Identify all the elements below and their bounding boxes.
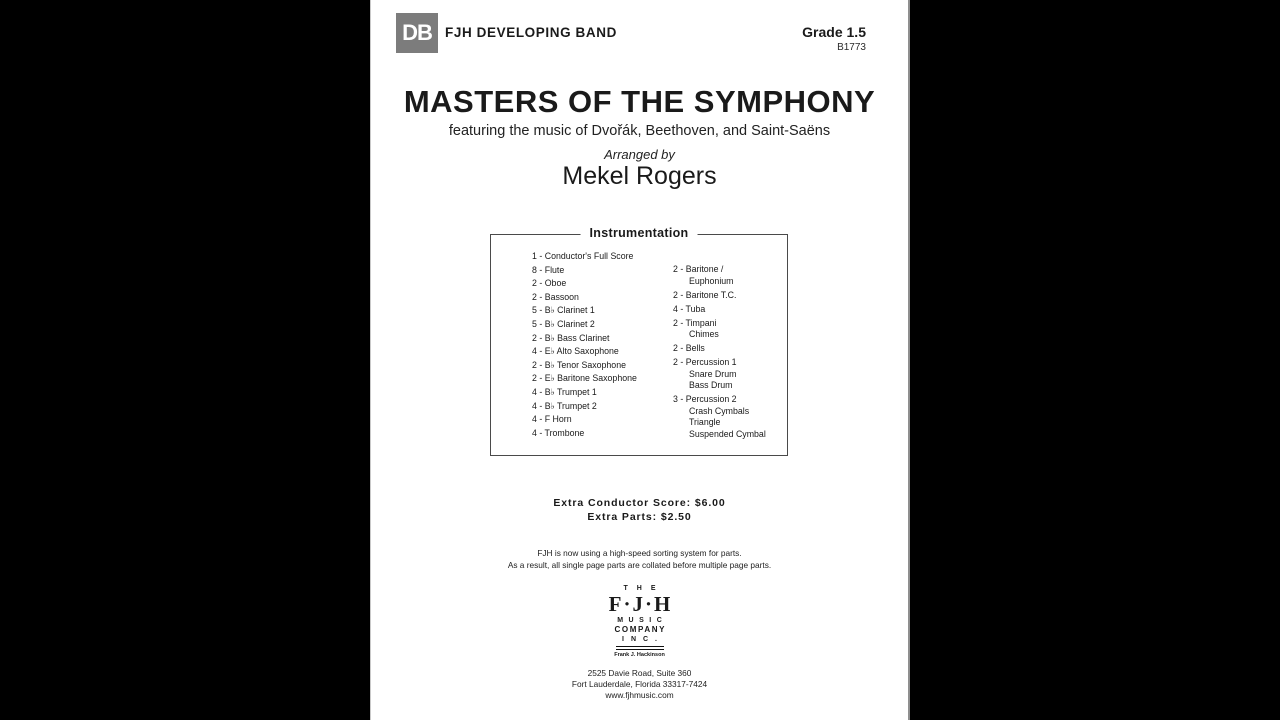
instrument-line: 2 - Oboe bbox=[532, 278, 567, 289]
instrument-line: 4 - B♭ Trumpet 1 bbox=[532, 386, 597, 397]
instrument-line: 2 - Bells bbox=[673, 343, 705, 354]
instrument-line: 4 - E♭ Alto Saxophone bbox=[532, 346, 619, 357]
instrument-subline: Crash Cymbals bbox=[689, 405, 750, 416]
instrument-line: 4 - F Horn bbox=[532, 414, 572, 425]
instrument-entry bbox=[673, 318, 766, 341]
instrument-line: 2 - Bassoon bbox=[532, 291, 579, 302]
instrument-subline: Bass Drum bbox=[689, 380, 733, 391]
grade-level: Grade 1.5 bbox=[802, 24, 866, 40]
address-line1: 2525 Davie Road, Suite 360 bbox=[587, 668, 692, 678]
instrumentation-heading: Instrumentation bbox=[581, 226, 698, 240]
instrumentation-right-column bbox=[673, 264, 766, 443]
instrumentation-left-column bbox=[532, 250, 637, 440]
instrument-entry bbox=[673, 264, 766, 287]
instrument-entry bbox=[673, 290, 766, 302]
instrument-line: 4 - Tuba bbox=[673, 303, 706, 314]
instrument-line: 4 - Trombone bbox=[532, 427, 585, 438]
instrument-line: 5 - B♭ Clarinet 2 bbox=[532, 318, 595, 329]
instrument-line: 2 - B♭ Tenor Saxophone bbox=[532, 359, 626, 370]
instrument-line: 4 - B♭ Trumpet 2 bbox=[532, 400, 597, 411]
instrument-line: 5 - B♭ Clarinet 1 bbox=[532, 305, 595, 316]
logo-inc: INC. bbox=[622, 636, 664, 643]
series-title: FJH DEVELOPING BAND bbox=[445, 25, 617, 40]
score-cover-page bbox=[370, 0, 910, 720]
instrument-line: 2 - Timpani bbox=[673, 317, 717, 328]
instrument-line: 8 - Flute bbox=[532, 264, 565, 275]
address-line2: Fort Lauderdale, Florida 33317-7424 bbox=[571, 679, 708, 690]
logo-music: MUSIC bbox=[617, 617, 668, 624]
instrument-entry bbox=[673, 304, 766, 316]
instrument-line: 2 - E♭ Baritone Saxophone bbox=[532, 373, 637, 384]
piece-title: MASTERS OF THE SYMPHONY bbox=[403, 84, 876, 119]
instrument-line: 2 - Baritone T.C. bbox=[673, 289, 737, 300]
catalog-number: B1773 bbox=[837, 42, 866, 53]
publisher-address bbox=[371, 668, 908, 702]
instrument-subline: Triangle bbox=[689, 417, 721, 428]
developing-band-logo-text: DB bbox=[402, 20, 432, 45]
instrument-line: 1 - Conductor's Full Score bbox=[532, 251, 634, 261]
sorting-note bbox=[371, 548, 908, 571]
instrument-entry bbox=[673, 343, 766, 355]
instrument-subline: Chimes bbox=[689, 329, 719, 340]
instrument-subline: Euphonium bbox=[689, 275, 734, 286]
instrument-line: 3 - Percussion 2 bbox=[673, 394, 737, 405]
arranged-by-label: Arranged by bbox=[604, 147, 675, 162]
instrument-entry bbox=[673, 357, 766, 391]
instrument-entry bbox=[673, 394, 766, 440]
extra-parts-price: Extra Parts: $2.50 bbox=[587, 511, 692, 523]
instrument-subline: Snare Drum bbox=[689, 368, 737, 379]
logo-the: THE bbox=[623, 585, 665, 592]
sorting-note-line2: As a result, all single page parts are collated before multiple page parts. bbox=[507, 559, 772, 570]
instrument-subline: Suspended Cymbal bbox=[689, 428, 766, 439]
instrument-line: 2 - Percussion 1 bbox=[673, 357, 737, 368]
publisher-website: www.fjhmusic.com bbox=[605, 690, 674, 701]
instrument-line: 2 - Baritone / bbox=[673, 264, 724, 274]
logo-company: COMPANY bbox=[614, 625, 667, 634]
developing-band-logo bbox=[396, 13, 438, 53]
piece-subtitle: featuring the music of Dvořák, Beethoven, and Saint-Saëns bbox=[448, 123, 831, 139]
sorting-note-line1: FJH is now using a high-speed sorting system for parts. bbox=[537, 548, 742, 558]
arranger-name: Mekel Rogers bbox=[562, 162, 717, 190]
logo-founder-name: Frank J. Hackinson bbox=[614, 652, 665, 658]
extra-conductor-score-price: Extra Conductor Score: $6.00 bbox=[553, 497, 726, 509]
logo-divider-rule bbox=[616, 646, 664, 650]
instrumentation-box bbox=[490, 226, 788, 456]
fjh-publisher-logo bbox=[371, 584, 908, 659]
instrument-line: 2 - B♭ Bass Clarinet bbox=[532, 332, 610, 343]
logo-fjh-monogram: F·J·H bbox=[608, 592, 673, 616]
